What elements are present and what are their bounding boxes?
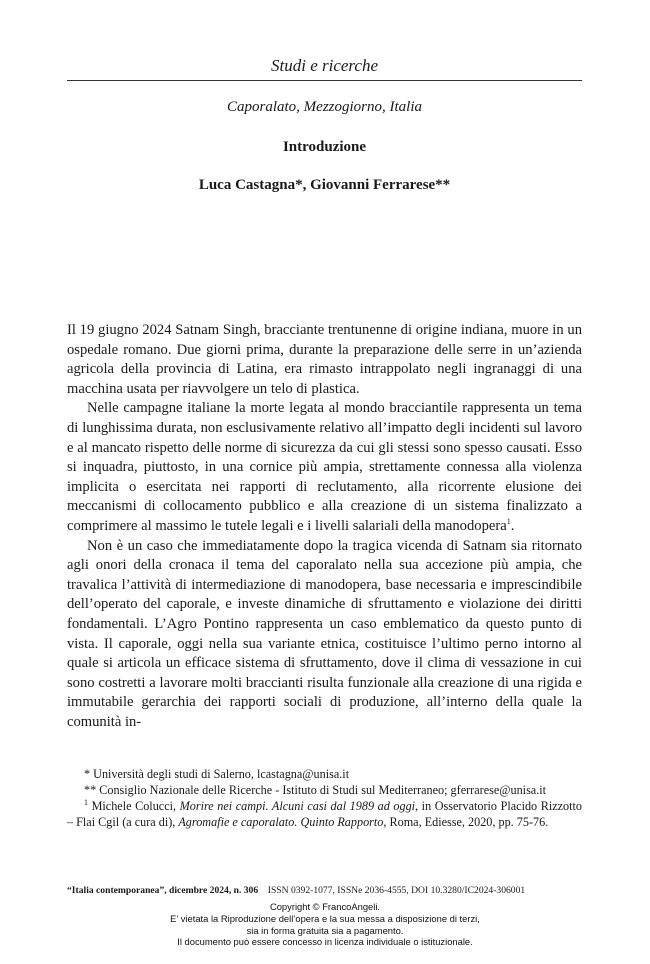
copyright-notice bbox=[60, 901, 590, 948]
footnote-1-mark: 1 bbox=[84, 797, 88, 807]
article-title: Introduzione bbox=[282, 139, 367, 155]
footnote-author-2: ** Consiglio Nazionale delle Ricerche - Istituto di Studi sul Mediterraneo; gferrarese@unisa.it bbox=[84, 783, 547, 797]
footnote-1 bbox=[67, 798, 582, 830]
header-rule bbox=[67, 80, 582, 81]
journal-citation: “Italia contemporanea”, dicembre 2024, n. 306 bbox=[67, 885, 259, 896]
copyright-line: sia in forma gratuita sia a pagamento. bbox=[246, 924, 404, 936]
journal-identifiers: ISSN 0392-1077, ISSNe 2036-4555, DOI 10.3280/IC2024-306001 bbox=[267, 885, 526, 896]
footnote-1-book: Agromafie e caporalato. Quinto Rapporto bbox=[178, 815, 384, 829]
article-kicker: Caporalato, Mezzogiorno, Italia bbox=[226, 99, 422, 115]
footnotes bbox=[67, 766, 582, 830]
paragraph-2-end: . bbox=[510, 517, 515, 534]
footnote-1-source: , in Osservatorio Placido Rizzotto – Flai Cgil (a cura di), bbox=[67, 799, 583, 829]
paragraph-3: Non è un caso che immediatamente dopo la tragica vicenda di Satnam sia ritornato agli onori della cronaca il tema del caporalato nella sua accezione più ampia, che travalica l’attività di intermediazione di manodopera, base necessaria e imprescindibile dell’operato del caporale, e investe dinamiche di sfruttamento e violazione dei diritti fondamentali. L’Agro Pontino rappresenta un caso emblematico da questo punto di vista. Il caporale, oggi nella sua variante etnica, costituisce l’ultimo perno intorno al quale si articola un efficace sistema di sfruttamento, dove il clima di vessazione in cui sono costretti a lavorare molti braccianti risulta funzionale alla creazione di una rigida e immutabile gerarchia dei rapporti sociali di produzione, all’interno della quale la comunità in- bbox=[67, 537, 582, 730]
article-authors: Luca Castagna*, Giovanni Ferrarese** bbox=[198, 177, 451, 193]
running-head: Studi e ricerche bbox=[271, 56, 378, 75]
footnote-ref-1[interactable]: 1 bbox=[506, 517, 511, 527]
paragraph-2-text: Nelle campagne italiane la morte legata al mondo bracciantile rappresenta un tema di lunghissima durata, non esclusivamente relativo all’impatto degli incidenti sul lavoro e al mancato rispetto delle norme di sicurezza da cui gli stessi sono spesso causati. Esso si inquadra, piuttosto, in una cornice più ampia, strettamente connessa alla violenza implicita o esercitata nei rapporti di reclutamento, alla ricorrente elusione dei meccanismi di collocamento pubblico e alla creazione di un sistema finalizzato a comprimere al massimo le tutele legali e i livelli salariali della manodopera bbox=[67, 400, 582, 534]
copyright-line: Il documento può essere concesso in licenza individuale o istituzionale. bbox=[177, 936, 473, 948]
journal-footer bbox=[67, 885, 587, 896]
footnote-author-1: * Università degli studi di Salerno, lcastagna@unisa.it bbox=[84, 767, 350, 781]
copyright-line: E’ vietata la Riproduzione dell’opera e la sua messa a disposizione di terzi, bbox=[170, 912, 480, 924]
paragraph-1: Il 19 giugno 2024 Satnam Singh, bracciante trentunenne di origine indiana, muore in un ospedale romano. Due giorni prima, durante la preparazione delle serre in un’azienda agricola della provincia di Latina, era rimasto intrappolato negli ingranaggi di una macchina usata per riavvolgere un telo di plastica. bbox=[67, 322, 582, 397]
copyright-line: Copyright © FrancoAngeli. bbox=[269, 901, 381, 912]
footnote-1-title: Morire nei campi. Alcuni casi dal 1989 ad oggi bbox=[179, 799, 416, 813]
article-body bbox=[67, 321, 582, 732]
footnote-1-author: Michele Colucci, bbox=[91, 799, 180, 813]
footnote-1-publisher: , Roma, Ediesse, 2020, pp. 75-76. bbox=[383, 815, 549, 829]
paragraph-2 bbox=[67, 399, 582, 536]
